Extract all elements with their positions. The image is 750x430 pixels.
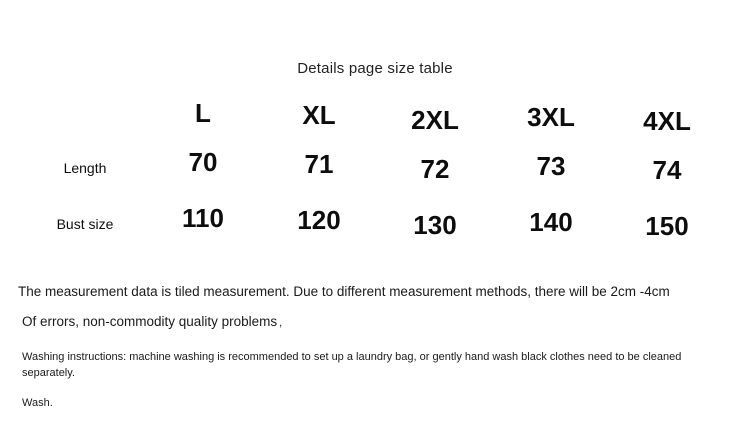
measurement-note-comma: , bbox=[279, 317, 283, 329]
size-header-3xl: 3XL bbox=[527, 101, 575, 132]
length-value-xl: 71 bbox=[304, 148, 334, 179]
size-header-l: L bbox=[195, 97, 211, 128]
length-value-3xl: 73 bbox=[536, 150, 566, 181]
measurement-note-line-2-text: Of errors, non-commodity quality problems bbox=[22, 314, 278, 329]
size-table-container bbox=[0, 98, 750, 252]
measurement-note-line-1: The measurement data is tiled measurement. Due to different measurement methods, there will be 2cm -4cm bbox=[18, 284, 670, 299]
size-header-xl: XL bbox=[302, 99, 336, 130]
size-table bbox=[25, 98, 725, 252]
table-row-bust bbox=[25, 196, 725, 252]
table-corner-cell bbox=[25, 98, 145, 140]
row-label-bust: Bust size bbox=[56, 216, 114, 232]
page-title: Details page size table bbox=[297, 60, 453, 77]
washing-instructions-line-1: Washing instructions: machine washing is recommended to set up a laundry bag, or gently hand wash black clothes need to be cleaned separately. bbox=[22, 351, 682, 379]
bust-value-2xl: 130 bbox=[413, 209, 457, 240]
bust-value-3xl: 140 bbox=[529, 206, 573, 237]
length-value-l: 70 bbox=[188, 146, 218, 177]
notes-section bbox=[18, 282, 736, 411]
size-header-2xl: 2XL bbox=[411, 104, 459, 135]
table-row-length bbox=[25, 140, 725, 196]
bust-value-4xl: 150 bbox=[645, 210, 689, 241]
row-label-length: Length bbox=[63, 160, 107, 176]
size-header-4xl: 4XL bbox=[643, 105, 691, 136]
bust-value-xl: 120 bbox=[297, 204, 341, 235]
length-value-2xl: 72 bbox=[420, 153, 450, 184]
washing-instructions-line-2: Wash. bbox=[22, 397, 53, 409]
table-header-row bbox=[25, 98, 725, 140]
measurement-note-line-2 bbox=[18, 312, 736, 333]
length-value-4xl: 74 bbox=[652, 154, 682, 185]
bust-value-l: 110 bbox=[182, 202, 224, 233]
